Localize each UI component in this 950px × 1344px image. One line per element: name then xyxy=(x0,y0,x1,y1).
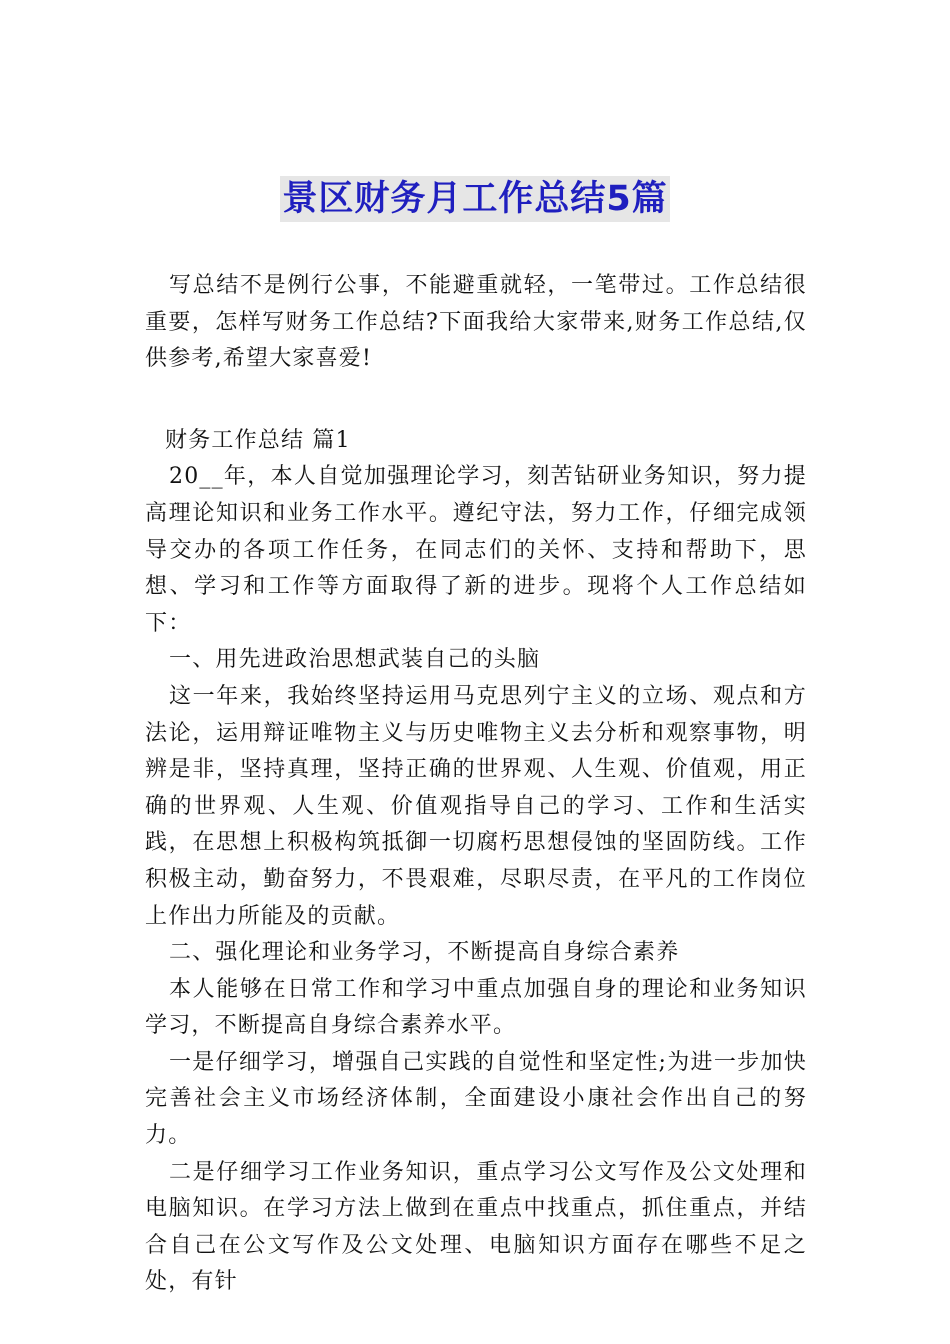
body-paragraph: 一是仔细学习，增强自己实践的自觉性和坚定性;为进一步加快完善社会主义市场经济体制，全面建设小康社会作出自己的努力。 xyxy=(145,1049,807,1149)
body-paragraph: 20__年，本人自觉加强理论学习，刻苦钻研业务知识，努力提高理论知识和业务工作水平。遵纪守法，努力工作，仔细完成领导交办的各项工作任务，在同志们的关怀、支持和帮助下，思想、学习和工作等方面取得了新的进步。现将个人工作总结如下： xyxy=(145,464,807,636)
section-heading: 财务工作总结 篇1 xyxy=(165,427,351,453)
title-container xyxy=(0,176,950,222)
document-title: 景区财务月工作总结5篇 xyxy=(280,176,669,222)
intro-paragraph: 写总结不是例行公事，不能避重就轻，一笔带过。工作总结很重要，怎样写财务工作总结?下面我给大家带来,财务工作总结,仅供参考,希望大家喜爱! xyxy=(145,273,807,372)
document-body xyxy=(145,268,807,1301)
paragraph-gap xyxy=(145,378,807,423)
body-paragraph: 本人能够在日常工作和学习中重点加强自身的理论和业务知识学习，不断提高自身综合素养水平。 xyxy=(145,976,807,1039)
body-paragraph: 二是仔细学习工作业务知识，重点学习公文写作及公文处理和电脑知识。在学习方法上做到在重点中找重点，抓住重点，并结合自己在公文写作及公文处理、电脑知识方面存在哪些不足之处，有针 xyxy=(145,1159,807,1295)
subheading: 一、用先进政治思想武装自己的头脑 xyxy=(169,647,541,673)
body-paragraph: 这一年来，我始终坚持运用马克思列宁主义的立场、观点和方法论，运用辩证唯物主义与历史唯物主义去分析和观察事物，明辨是非，坚持真理，坚持正确的世界观、人生观、价值观，用正确的世界观、人生观、价值观指导自己的学习、工作和生活实践，在思想上积极构筑抵御一切腐朽思想侵蚀的坚固防线。工作积极主动，勤奋努力，不畏艰难，尽职尽责，在平凡的工作岗位上作出力所能及的贡献。 xyxy=(145,683,807,929)
subheading: 二、强化理论和业务学习，不断提高自身综合素养 xyxy=(169,940,680,966)
